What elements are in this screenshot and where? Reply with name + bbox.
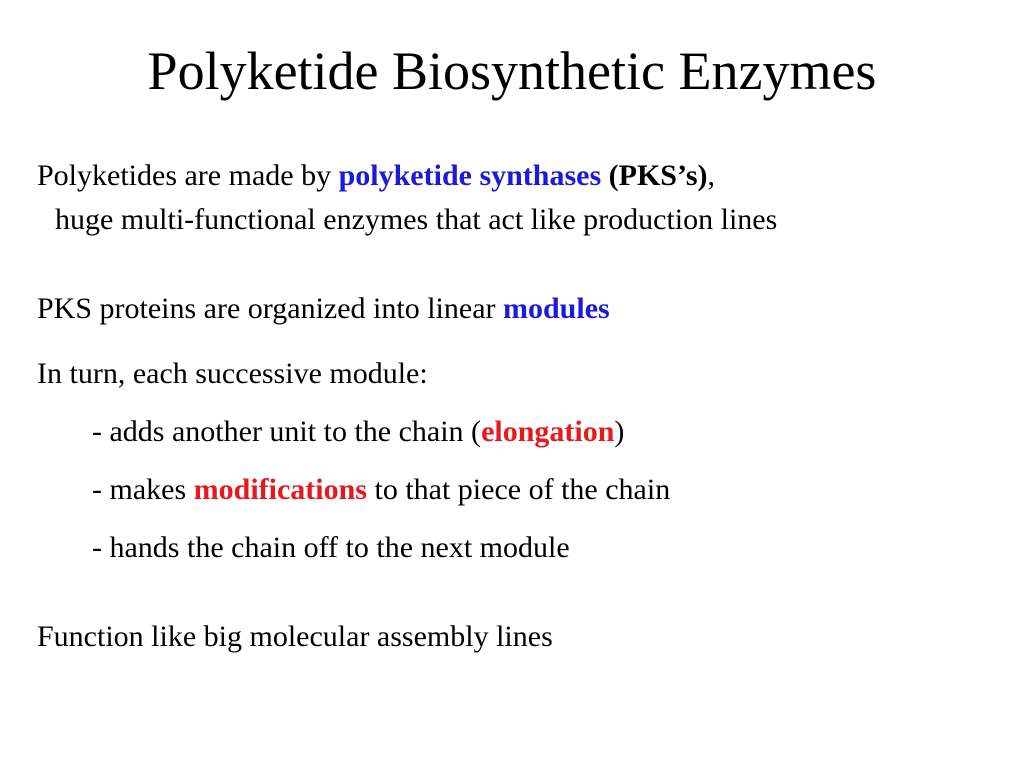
paragraph-pks-definition-line2: huge multi-functional enzymes that act like production lines [55,203,778,236]
highlight-elongation: elongation [481,415,615,448]
paragraph-modules [37,291,610,327]
highlight-modifications: modifications [193,473,367,506]
bullet-hands-off: - hands the chain off to the next module [92,531,570,564]
bullet-elongation [92,414,624,450]
paragraph-assembly-lines: Function like big molecular assembly lines [37,620,553,653]
text: to that piece of the chain [366,473,671,506]
text [601,159,609,192]
text: Polyketides are made by [37,159,339,192]
paragraph-pks-definition [37,158,715,194]
bullet-modifications [92,472,670,508]
paragraph-intro: In turn, each successive module: [37,357,428,390]
text: , [707,159,716,192]
slide-title: Polyketide Biosynthetic Enzymes [147,41,877,101]
highlight-polyketide-synthases: polyketide synthases [338,159,602,192]
highlight-modules: modules [503,292,610,325]
abbreviation-pks: (PKS’s) [608,159,708,192]
text: - makes [92,473,194,506]
text: - adds another unit to the chain ( [92,415,482,448]
text: ) [614,415,625,448]
text: PKS proteins are organized into linear [37,292,503,325]
